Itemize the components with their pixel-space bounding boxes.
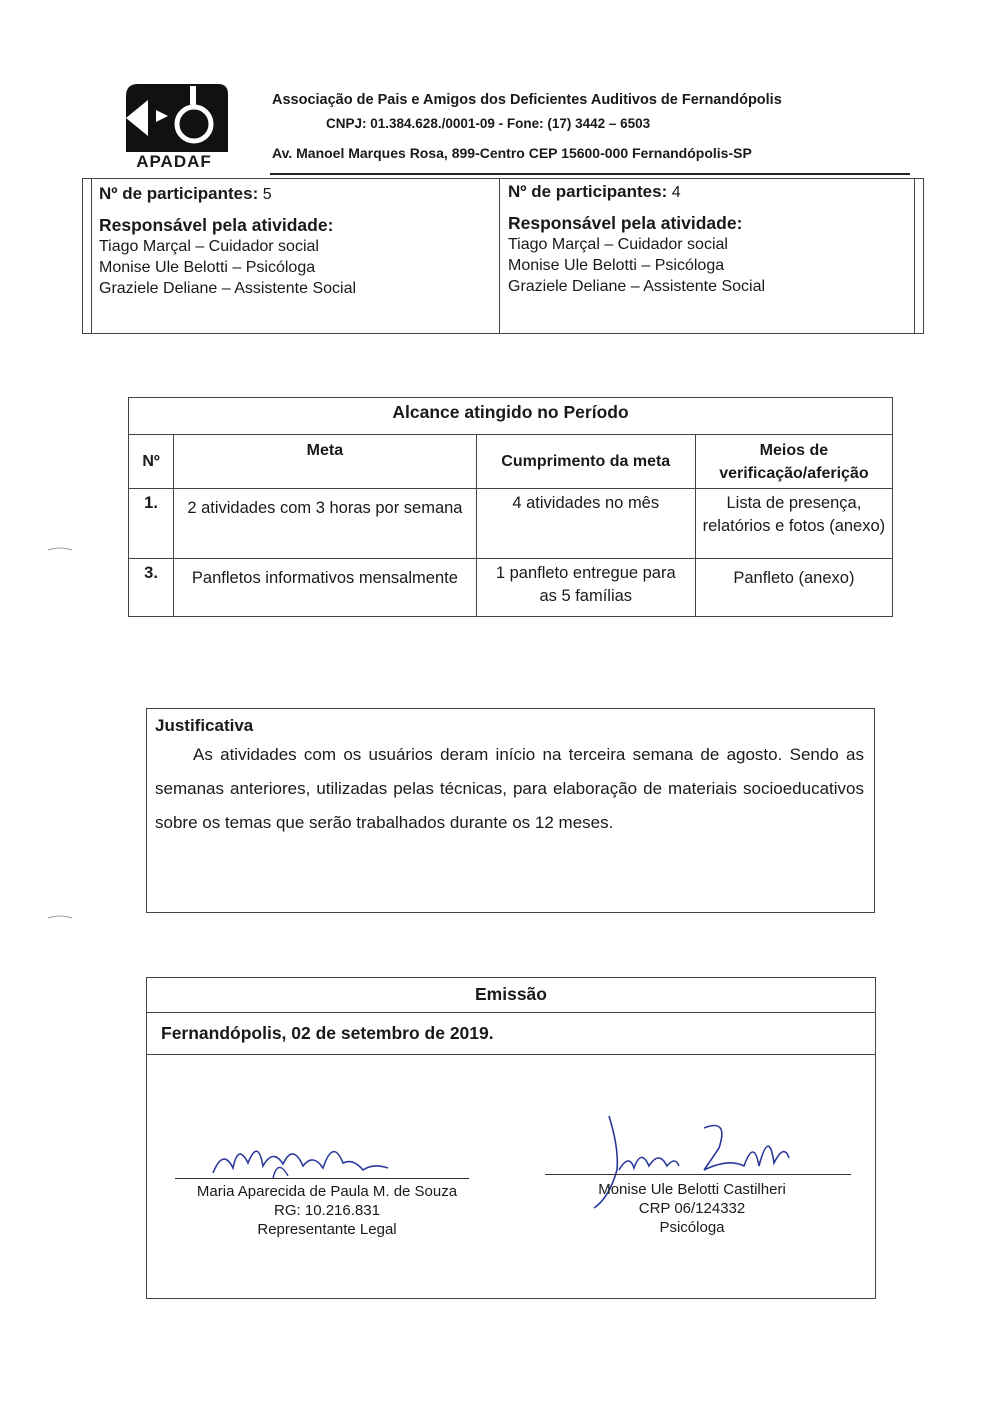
table-row	[129, 559, 893, 617]
responsible-person: Monise Ule Belotti – Psicóloga	[99, 259, 316, 276]
signatory-left	[157, 1182, 497, 1239]
participants-count: 5	[262, 186, 272, 203]
col-header-meios: Meios de verificação/aferição	[695, 435, 892, 489]
responsible-person: Graziele Deliane – Assistente Social	[508, 278, 766, 295]
participants-col-right	[508, 181, 765, 297]
alcance-title: Alcance atingido no Período	[129, 398, 893, 435]
box-border	[91, 179, 92, 333]
row-num: 3.	[129, 559, 174, 617]
logo-text: APADAF	[136, 152, 212, 171]
emissao-box	[146, 977, 876, 1299]
alcance-table	[128, 397, 893, 617]
participants-box	[82, 178, 924, 334]
responsible-label: Responsável pela atividade:	[99, 215, 334, 235]
row-num: 1.	[129, 489, 174, 559]
row-cumprimento: 1 panfleto entregue para as 5 famílias	[476, 559, 695, 617]
signatory-doc: CRP 06/124332	[638, 1200, 746, 1217]
signature-line	[175, 1178, 469, 1179]
col-header-cumprimento: Cumprimento da meta	[476, 435, 695, 489]
org-name: Associação de Pais e Amigos dos Deficientes Auditivos de Fernandópolis	[272, 92, 782, 108]
responsible-person: Graziele Deliane – Assistente Social	[99, 280, 357, 297]
signatory-right	[537, 1180, 847, 1237]
org-address: Av. Manoel Marques Rosa, 899-Centro CEP 15600-000 Fernandópolis-SP	[272, 145, 752, 161]
col-header-meta: Meta	[174, 435, 477, 489]
justificativa-title: Justificativa	[155, 716, 254, 735]
col-header-num: Nº	[129, 435, 174, 489]
table-row	[129, 489, 893, 559]
signatory-name: Monise Ule Belotti Castilheri	[598, 1181, 786, 1198]
scan-mark	[48, 546, 72, 552]
row-meios: Panfleto (anexo)	[695, 559, 892, 617]
responsible-label: Responsável pela atividade:	[508, 213, 743, 233]
justificativa-box	[146, 708, 875, 913]
participants-count: 4	[671, 184, 681, 201]
signature-scribble-left	[203, 1128, 403, 1188]
participants-count-label: Nº de participantes:	[508, 182, 668, 201]
responsible-person: Tiago Marçal – Cuidador social	[508, 236, 728, 253]
emission-date: Fernandópolis, 02 de setembro de 2019.	[147, 1012, 875, 1055]
cnpj-phone: CNPJ: 01.384.628./0001-09 - Fone: (17) 3442 – 6503	[326, 116, 651, 131]
responsible-person: Tiago Marçal – Cuidador social	[99, 238, 319, 255]
signatory-role: Psicóloga	[659, 1219, 725, 1236]
participants-col-left	[99, 183, 356, 299]
signature-line	[545, 1174, 851, 1175]
letterhead-rule	[270, 173, 910, 175]
row-cumprimento: 4 atividades no mês	[476, 489, 695, 559]
participants-count-label: Nº de participantes:	[99, 184, 259, 203]
responsible-person: Monise Ule Belotti – Psicóloga	[508, 257, 725, 274]
signatory-name: Maria Aparecida de Paula M. de Souza	[196, 1183, 458, 1200]
box-border	[914, 179, 915, 333]
row-meta: Panfletos informativos mensalmente	[174, 559, 477, 617]
row-meios: Lista de presença, relatórios e fotos (anexo)	[695, 489, 892, 559]
signatory-role: Representante Legal	[257, 1221, 397, 1238]
emissao-title: Emissão	[147, 978, 875, 1013]
row-meta: 2 atividades com 3 horas por semana	[174, 489, 477, 559]
signatory-doc: RG: 10.216.831	[274, 1202, 380, 1219]
scan-mark	[48, 914, 72, 920]
justificativa-text: As atividades com os usuários deram início na terceira semana de agosto. Sendo as semanas anteriores, utilizadas pelas técnicas, para elaboração de materiais socioeducativos sobre os temas que serão trabalhados durante os 12 meses.	[155, 745, 864, 832]
column-divider	[499, 179, 500, 333]
